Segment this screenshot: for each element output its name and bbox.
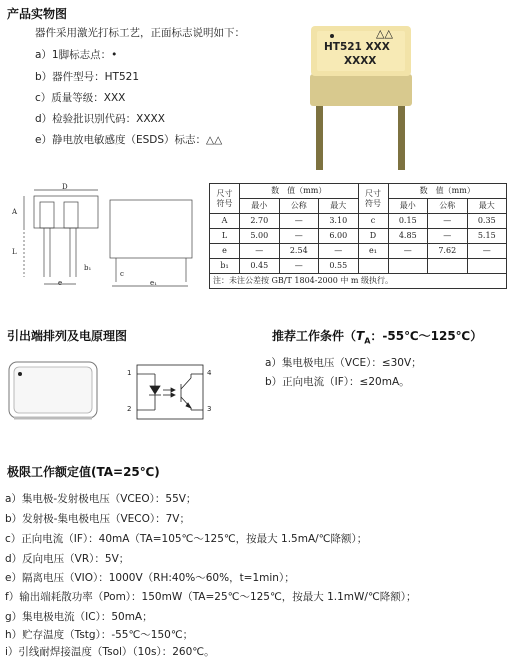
table-header-min: 最小 (240, 199, 280, 214)
package-top-view (8, 360, 98, 422)
schematic-diagram (125, 362, 215, 422)
table-header-values: 数 值（mm） (388, 184, 507, 199)
dim-label-b1: b₁ (84, 264, 92, 272)
product-item-e: e）静电放电敏感度（ESDS）标志：△△ (35, 134, 223, 146)
dim-label-a: A (12, 208, 18, 216)
ratings-heading: 极限工作额定值(TA=25℃) (7, 465, 160, 479)
table-note: 注：未注公差按 GB/T 1804-2000 中 m 级执行。 (210, 274, 507, 289)
product-heading: 产品实物图 (7, 7, 68, 21)
recommended-item-b: b）正向电流（IF）：≤20mA。 (265, 376, 410, 388)
table-row: b₁ 0.45 — 0.55 (210, 259, 507, 274)
chip-esd-mark: △△ (376, 27, 393, 40)
dim-label-e: e (58, 279, 63, 287)
pin1-dot-icon (18, 372, 22, 376)
rating-item-f: f）输出端耗散功率（Pom）：150mW（TA=25℃～125℃，按最大 1.1mW/℃降额）； (5, 591, 417, 603)
table-row: A 2.70 — 3.10 c 0.15 — 0.35 (210, 214, 507, 229)
table-row: e — 2.54 — e₁ — 7.62 — (210, 244, 507, 259)
pin-label-2: 2 (127, 405, 132, 413)
table-header-max: 最大 (319, 199, 359, 214)
product-item-c: c）质量等级：XXX (35, 92, 126, 104)
pin-label-4: 4 (207, 369, 212, 377)
table-header-symbol: 尺寸 符号 (210, 184, 240, 214)
product-intro: 器件采用激光打标工艺，正面标志说明如下： (35, 27, 245, 39)
rating-item-a: a）集电极-发射极电压（VCEO）：55V； (5, 493, 197, 505)
dim-label-l: L (12, 248, 17, 256)
dim-label-d: D (62, 183, 68, 191)
pinout-heading: 引出端排列及电原理图 (7, 329, 128, 343)
mechanical-drawing (4, 182, 204, 292)
chip-photo (308, 22, 416, 170)
product-item-b: b）器件型号：HT521 (35, 71, 140, 83)
rating-item-e: e）隔离电压（VIO）：1000V（RH:40%～60%，t=1min）； (5, 572, 295, 584)
dim-label-c: c (120, 270, 124, 278)
rating-item-i: i）引线耐焊接温度（Tsol）（10s）：260℃。 (5, 646, 215, 658)
table-header-nom: 公称 (279, 199, 319, 214)
chip-marking-line2: XXXX (344, 55, 377, 67)
pin1-dot-icon (330, 34, 334, 38)
dimension-table (209, 183, 507, 289)
product-item-a: a）1脚标志点：• (35, 49, 118, 61)
table-header-symbol: 尺寸 符号 (358, 184, 388, 214)
dim-label-e1: e₁ (150, 279, 157, 287)
table-header-max: 最大 (467, 199, 507, 214)
pin-label-1: 1 (127, 369, 132, 377)
table-row: L 5.00 — 6.00 D 4.85 — 5.15 (210, 229, 507, 244)
product-item-d: d）检验批识别代码：XXXX (35, 113, 165, 125)
rating-item-b: b）发射极-集电极电压（VECO）：7V； (5, 513, 190, 525)
rating-item-c: c）正向电流（IF）：40mA（TA=105℃～125℃，按最大 1.5mA/℃降额）； (5, 533, 368, 545)
rating-item-d: d）反向电压（VR）：5V； (5, 553, 130, 565)
recommended-heading: 推荐工作条件（$T_A$：-55℃～125℃） (272, 329, 483, 346)
table-header-min: 最小 (388, 199, 428, 214)
rating-item-g: g）集电极电流（IC）：50mA； (5, 611, 153, 623)
pin-label-3: 3 (207, 405, 212, 413)
table-header-nom: 公称 (428, 199, 468, 214)
recommended-item-a: a）集电极电压（VCE）：≤30V； (265, 357, 422, 369)
table-header-values: 数 值（mm） (240, 184, 359, 199)
rating-item-h: h）贮存温度（Tstg）：-55℃～150℃； (5, 629, 194, 641)
chip-marking-line1: HT521 XXX (324, 41, 390, 53)
